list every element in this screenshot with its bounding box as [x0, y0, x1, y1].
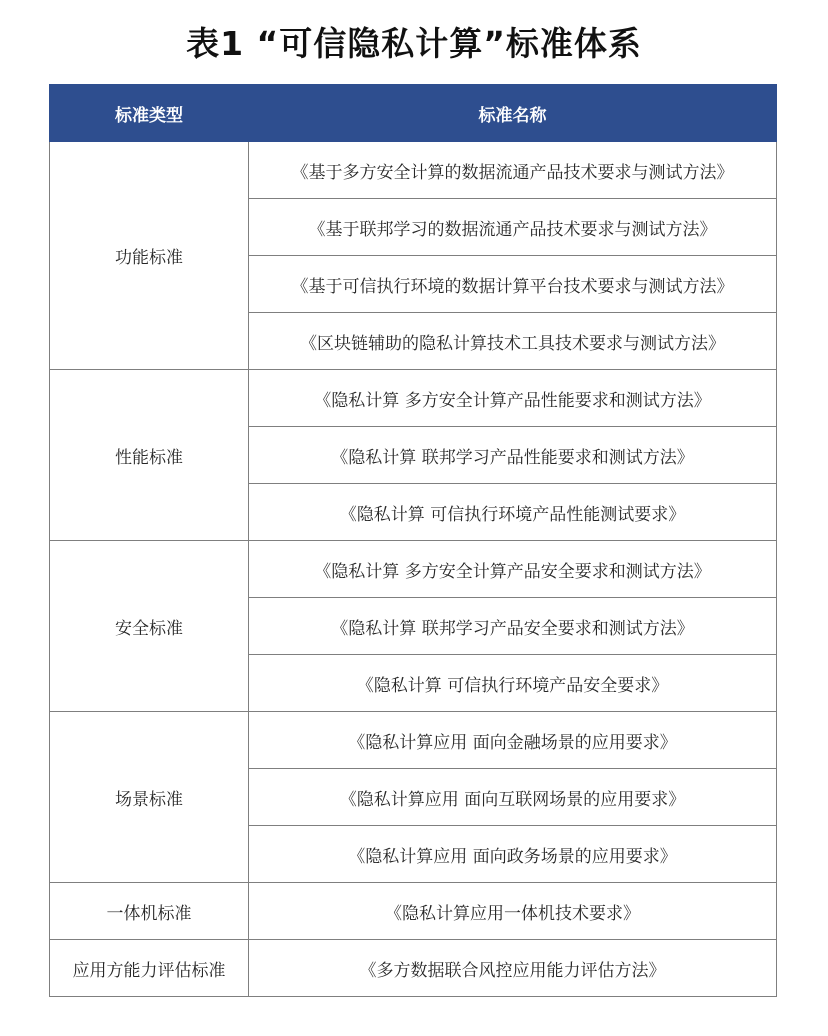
standard-name-cell: 《隐私计算应用 面向金融场景的应用要求》 — [249, 712, 777, 769]
standard-name-cell: 《区块链辅助的隐私计算技术工具技术要求与测试方法》 — [249, 313, 777, 370]
standards-table — [49, 84, 777, 997]
category-cell: 安全标准 — [50, 541, 249, 712]
category-cell: 一体机标准 — [50, 883, 249, 940]
table-row — [50, 142, 777, 199]
standard-name-cell: 《隐私计算 多方安全计算产品安全要求和测试方法》 — [249, 541, 777, 598]
standard-name-cell: 《隐私计算应用 面向互联网场景的应用要求》 — [249, 769, 777, 826]
category-cell: 应用方能力评估标准 — [50, 940, 249, 997]
standard-name-cell: 《隐私计算 联邦学习产品安全要求和测试方法》 — [249, 598, 777, 655]
standard-name-cell: 《基于多方安全计算的数据流通产品技术要求与测试方法》 — [249, 142, 777, 199]
standard-name-cell: 《隐私计算应用一体机技术要求》 — [249, 883, 777, 940]
standard-name-cell: 《多方数据联合风控应用能力评估方法》 — [249, 940, 777, 997]
table-row — [50, 883, 777, 940]
standard-name-cell: 《隐私计算 多方安全计算产品性能要求和测试方法》 — [249, 370, 777, 427]
category-cell: 功能标准 — [50, 142, 249, 370]
table-header-row — [50, 85, 777, 142]
standard-name-cell: 《隐私计算 联邦学习产品性能要求和测试方法》 — [249, 427, 777, 484]
table-row — [50, 541, 777, 598]
table-row — [50, 940, 777, 997]
standard-name-cell: 《隐私计算 可信执行环境产品安全要求》 — [249, 655, 777, 712]
standard-name-cell: 《基于联邦学习的数据流通产品技术要求与测试方法》 — [249, 199, 777, 256]
standard-name-cell: 《隐私计算应用 面向政务场景的应用要求》 — [249, 826, 777, 883]
header-standard-name: 标准名称 — [249, 85, 777, 142]
header-standard-type: 标准类型 — [50, 85, 249, 142]
standard-name-cell: 《隐私计算 可信执行环境产品性能测试要求》 — [249, 484, 777, 541]
category-cell: 性能标准 — [50, 370, 249, 541]
category-cell: 场景标准 — [50, 712, 249, 883]
table-row — [50, 712, 777, 769]
standard-name-cell: 《基于可信执行环境的数据计算平台技术要求与测试方法》 — [249, 256, 777, 313]
table-row — [50, 370, 777, 427]
table-title: 表1 “可信隐私计算”标准体系 — [186, 24, 642, 63]
